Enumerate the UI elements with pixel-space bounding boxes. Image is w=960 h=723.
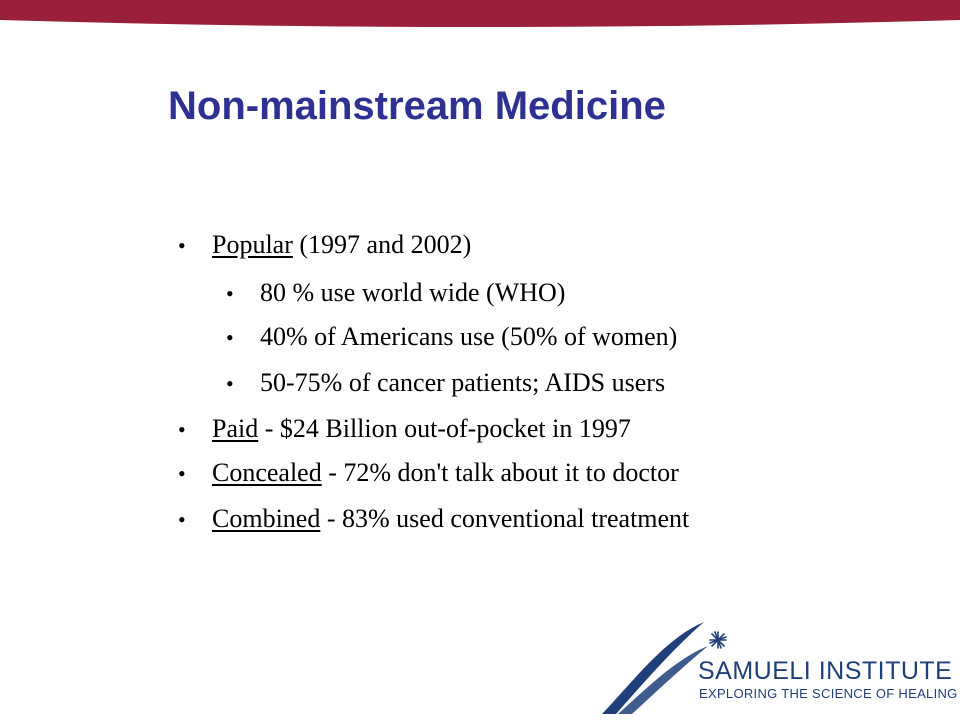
bullet-marker: •	[226, 371, 234, 396]
bullet-keyword: Concealed	[212, 458, 322, 487]
bullet-item	[178, 232, 471, 258]
bullet-marker: •	[178, 233, 186, 258]
bullet-item	[226, 324, 677, 350]
bullet-marker: •	[226, 281, 234, 306]
logo-tagline: EXPLORING THE SCIENCE OF HEALING	[699, 686, 958, 701]
bullet-item	[178, 460, 679, 486]
bullet-marker: •	[178, 461, 186, 486]
bullet-keyword: Paid	[212, 414, 259, 443]
bullet-item	[178, 416, 631, 442]
bullet-marker: •	[178, 507, 186, 532]
bullet-item	[178, 506, 689, 532]
bullet-text: - $24 Billion out-of-pocket in 1997	[258, 414, 631, 443]
logo-name: SAMUELI INSTITUTE	[698, 657, 953, 685]
bullet-item	[226, 370, 665, 396]
bullet-marker: •	[226, 325, 234, 350]
bullet-marker: •	[178, 417, 186, 442]
bullet-item	[226, 280, 565, 306]
bullet-text: - 72% don't talk about it to doctor	[321, 458, 679, 487]
slide-title: Non-mainstream Medicine	[168, 84, 666, 128]
bullet-text: - 83% used conventional treatment	[320, 504, 690, 533]
bullet-keyword: Combined	[212, 504, 321, 533]
bullet-text: 50-75% of cancer patients; AIDS users	[260, 368, 666, 397]
bullet-text: (1997 and 2002)	[292, 230, 472, 259]
bullet-text: 40% of Americans use (50% of women)	[260, 322, 678, 351]
bullet-keyword: Popular	[212, 230, 293, 259]
bullet-text: 80 % use world wide (WHO)	[260, 278, 566, 307]
